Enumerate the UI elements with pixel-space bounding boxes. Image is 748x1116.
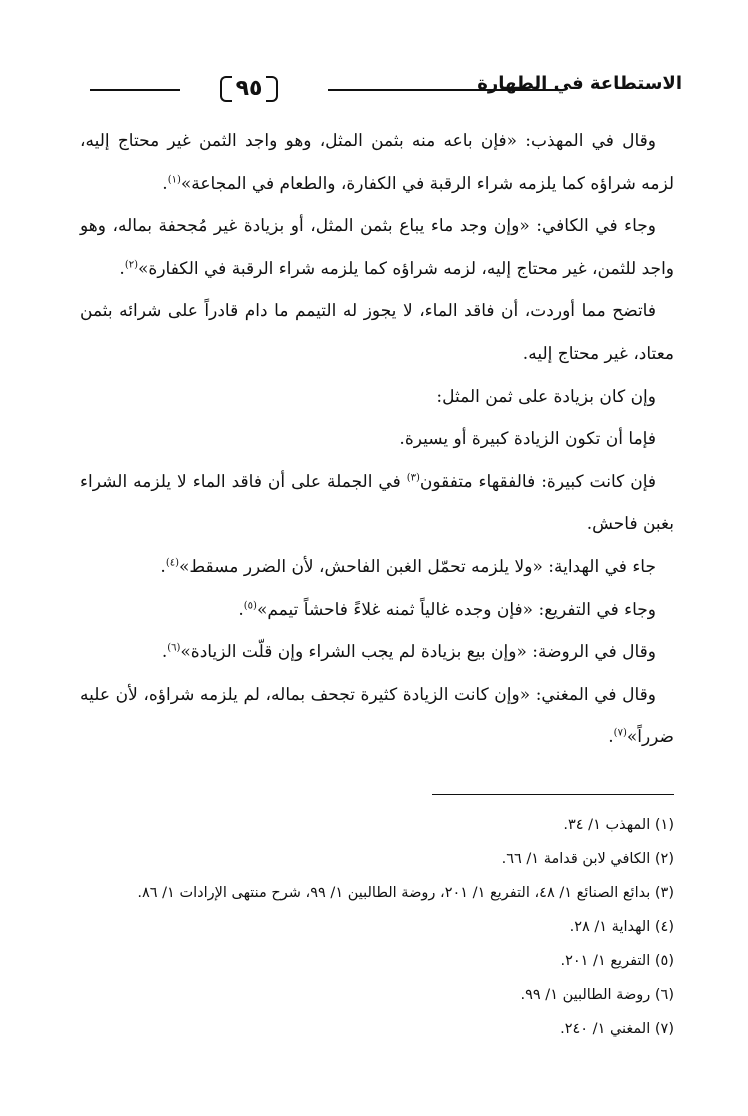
footnote-ref: (٢): [124, 259, 139, 271]
paragraph-tail: .: [608, 727, 614, 748]
paragraph-text: فإما أن تكون الزيادة كبيرة أو يسيرة.: [399, 429, 656, 450]
footnote: (٧) المغني ١/ ٢٤٠.: [560, 1021, 674, 1037]
footnote: (٦) روضة الطالبين ١/ ٩٩.: [520, 987, 674, 1003]
footnote-ref: (٥): [243, 599, 257, 611]
paragraph: [80, 631, 674, 674]
paragraph: [80, 205, 674, 290]
paragraph-text: فإن كانت كبيرة: فالفقهاء متفقون: [419, 471, 656, 492]
footnote-ref: (٧): [613, 727, 627, 739]
paragraph-text: وقال في الروضة: «وإن بيع بزيادة لم يجب الشراء وإن قلّت الزيادة»: [180, 642, 656, 663]
paragraph-tail: .: [160, 556, 166, 577]
page-header: [90, 70, 682, 106]
page-number: ٩٥: [235, 76, 263, 101]
page-number-box: [184, 72, 314, 106]
paragraph-tail: .: [162, 173, 168, 194]
paragraph-text: وجاء في التفريع: «فإن وجده غالياً ثمنه غلاءً فاحشاً تيمم»: [256, 599, 656, 620]
paragraph: [80, 589, 674, 632]
paragraph-text: وإن كان بزيادة على ثمن المثل:: [436, 386, 656, 407]
paragraph-text: وقال في المهذب: «فإن باعه منه بثمن المثل، وهو واجد الثمن غير محتاج إليه، لزمه شراؤه كما يلزمه شراء الرقبة في الكفارة، والطعام في المجاعة»: [80, 131, 674, 194]
paragraph: [80, 120, 674, 205]
paragraph-text: جاء في الهداية: «ولا يلزمه تحمّل الغبن الفاحش، لأن الضرر مسقط»: [179, 556, 656, 577]
paragraph-text: وجاء في الكافي: «وإن وجد ماء يباع بثمن المثل، أو بزيادة غير مُجحفة بماله، وهو واجد للثمن، غير محتاج إليه، لزمه شراؤه كما يلزمه شراء الرقبة في الكفارة»: [80, 216, 674, 279]
paragraph: [80, 674, 674, 759]
footnote: (٥) التفريع ١/ ٢٠١.: [560, 953, 674, 969]
body-text: [80, 120, 674, 759]
footnote: (٤) الهداية ١/ ٢٨.: [569, 919, 674, 935]
footnotes: [70, 808, 674, 1046]
footnote-ref: (٤): [165, 557, 179, 569]
page-number-frame: [220, 74, 278, 104]
footnote-ref: (١): [167, 173, 181, 185]
paragraph: [80, 418, 674, 461]
footnote: (٣) بدائع الصنائع ١/ ٤٨، التفريع ١/ ٢٠١، روضة الطالبين ١/ ٩٩، شرح منتهى الإرادات ١/ ٨٦.: [137, 885, 674, 901]
running-title: الاستطاعة في الطهارة: [477, 73, 682, 94]
paragraph-text: وقال في المغني: «وإن كانت الزيادة كثيرة تجحف بماله، لم يلزمه شراؤه، لأن عليه ضرراً»: [80, 684, 674, 748]
paragraph-tail: .: [161, 642, 168, 663]
paragraph: [80, 376, 674, 419]
footnote-ref: (٦): [167, 642, 181, 654]
paragraph-tail: .: [119, 258, 125, 279]
paragraph: [80, 546, 674, 589]
footnote-separator: [432, 794, 674, 795]
footnote-ref: (٣): [406, 472, 420, 484]
paragraph: [80, 290, 674, 375]
paragraph-text: فاتضح مما أوردت، أن فاقد الماء، لا يجوز له التيمم ما دام قادراً على شرائه بثمن معتاد، غير محتاج إليه.: [80, 301, 674, 364]
paragraph-tail: في الجملة على أن فاقد الماء لا يلزمه الشراء بغبن فاحش.: [80, 471, 674, 535]
footnote: (١) المهذب ١/ ٣٤.: [563, 817, 674, 833]
paragraph-tail: .: [238, 599, 244, 620]
paragraph: [80, 461, 674, 546]
footnote: (٢) الكافي لابن قدامة ١/ ٦٦.: [501, 851, 674, 867]
header-rule-left: [90, 89, 180, 91]
